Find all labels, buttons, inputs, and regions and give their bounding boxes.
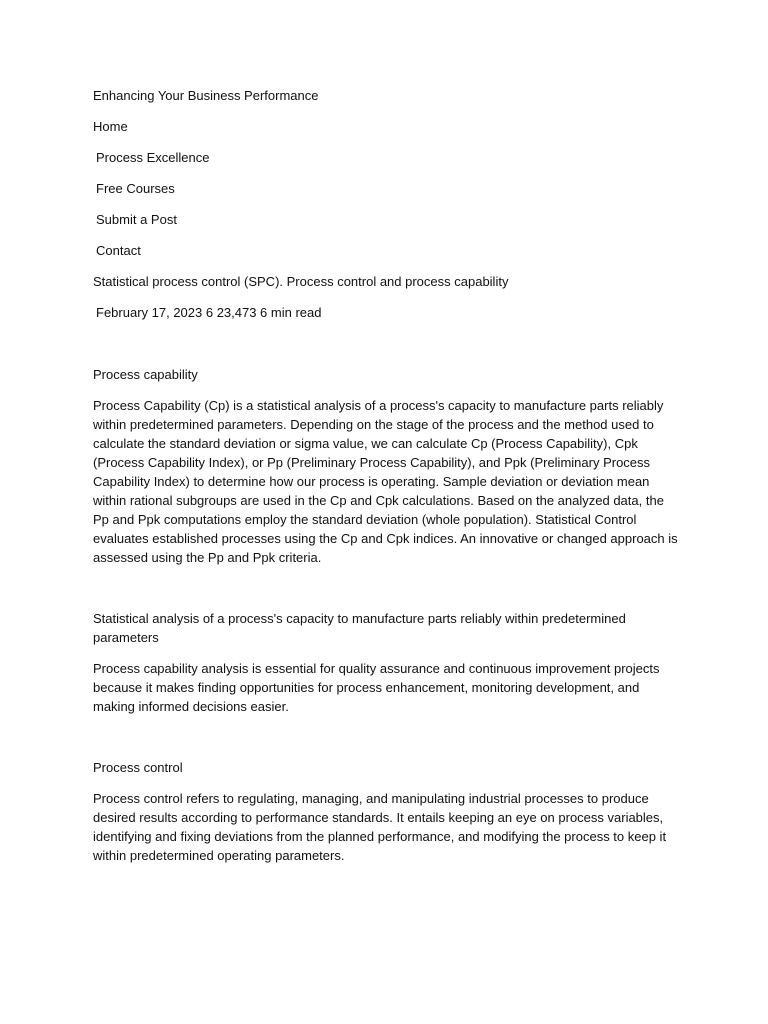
nav-link-contact[interactable] [93, 241, 683, 260]
document-page [93, 86, 683, 865]
nav-link-contact-label[interactable]: Contact [96, 243, 141, 258]
section-heading-process-control: Process control [93, 760, 183, 775]
article-title: Statistical process control (SPC). Process control and process capability [93, 274, 509, 289]
nav-link-free-courses[interactable] [93, 179, 683, 198]
nav-link-submit-post[interactable] [93, 210, 683, 229]
nav-link-free-courses-label[interactable]: Free Courses [96, 181, 175, 196]
nav-link-home[interactable] [93, 117, 683, 136]
nav-link-process-excellence-label[interactable]: Process Excellence [96, 150, 210, 165]
section-body-statistical-analysis: Process capability analysis is essential for quality assurance and continuous improvement projects because it makes finding opportunities for process enhancement, monitoring development, and making informed decisions easier. [93, 661, 660, 714]
section-heading-process-capability: Process capability [93, 367, 198, 382]
nav-link-process-excellence[interactable] [93, 148, 683, 167]
site-title: Enhancing Your Business Performance [93, 88, 319, 103]
section-body-process-capability: Process Capability (Cp) is a statistical analysis of a process's capacity to manufacture parts reliably within predetermined parameters. Depending on the stage of the process and the method used to calculate the standard deviation or sigma value, we can calculate Cp (Process Capability), Cpk (Process Capability Index), or Pp (Preliminary Process Capability), and Ppk (Preliminary Process Capability Index) to determine how our process is operating. Sample deviation or deviation mean within rational subgroups are used in the Cp and Cpk calculations. Based on the analyzed data, the Pp and Ppk computations employ the standard deviation (whole population). Statistical Control evaluates established processes using the Cp and Cpk indices. An innovative or changed approach is assessed using the Pp and Ppk criteria. [93, 398, 678, 565]
nav-link-home-label[interactable]: Home [93, 119, 128, 134]
section-heading-statistical-analysis: Statistical analysis of a process's capacity to manufacture parts reliably within predetermined parameters [93, 611, 626, 645]
article-meta: February 17, 2023 6 23,473 6 min read [96, 305, 322, 320]
nav-link-submit-post-label[interactable]: Submit a Post [96, 212, 177, 227]
section-body-process-control: Process control refers to regulating, managing, and manipulating industrial processes to produce desired results according to performance standards. It entails keeping an eye on process variables, identifying and fixing deviations from the planned performance, and modifying the process to keep it within predetermined operating parameters. [93, 791, 667, 863]
